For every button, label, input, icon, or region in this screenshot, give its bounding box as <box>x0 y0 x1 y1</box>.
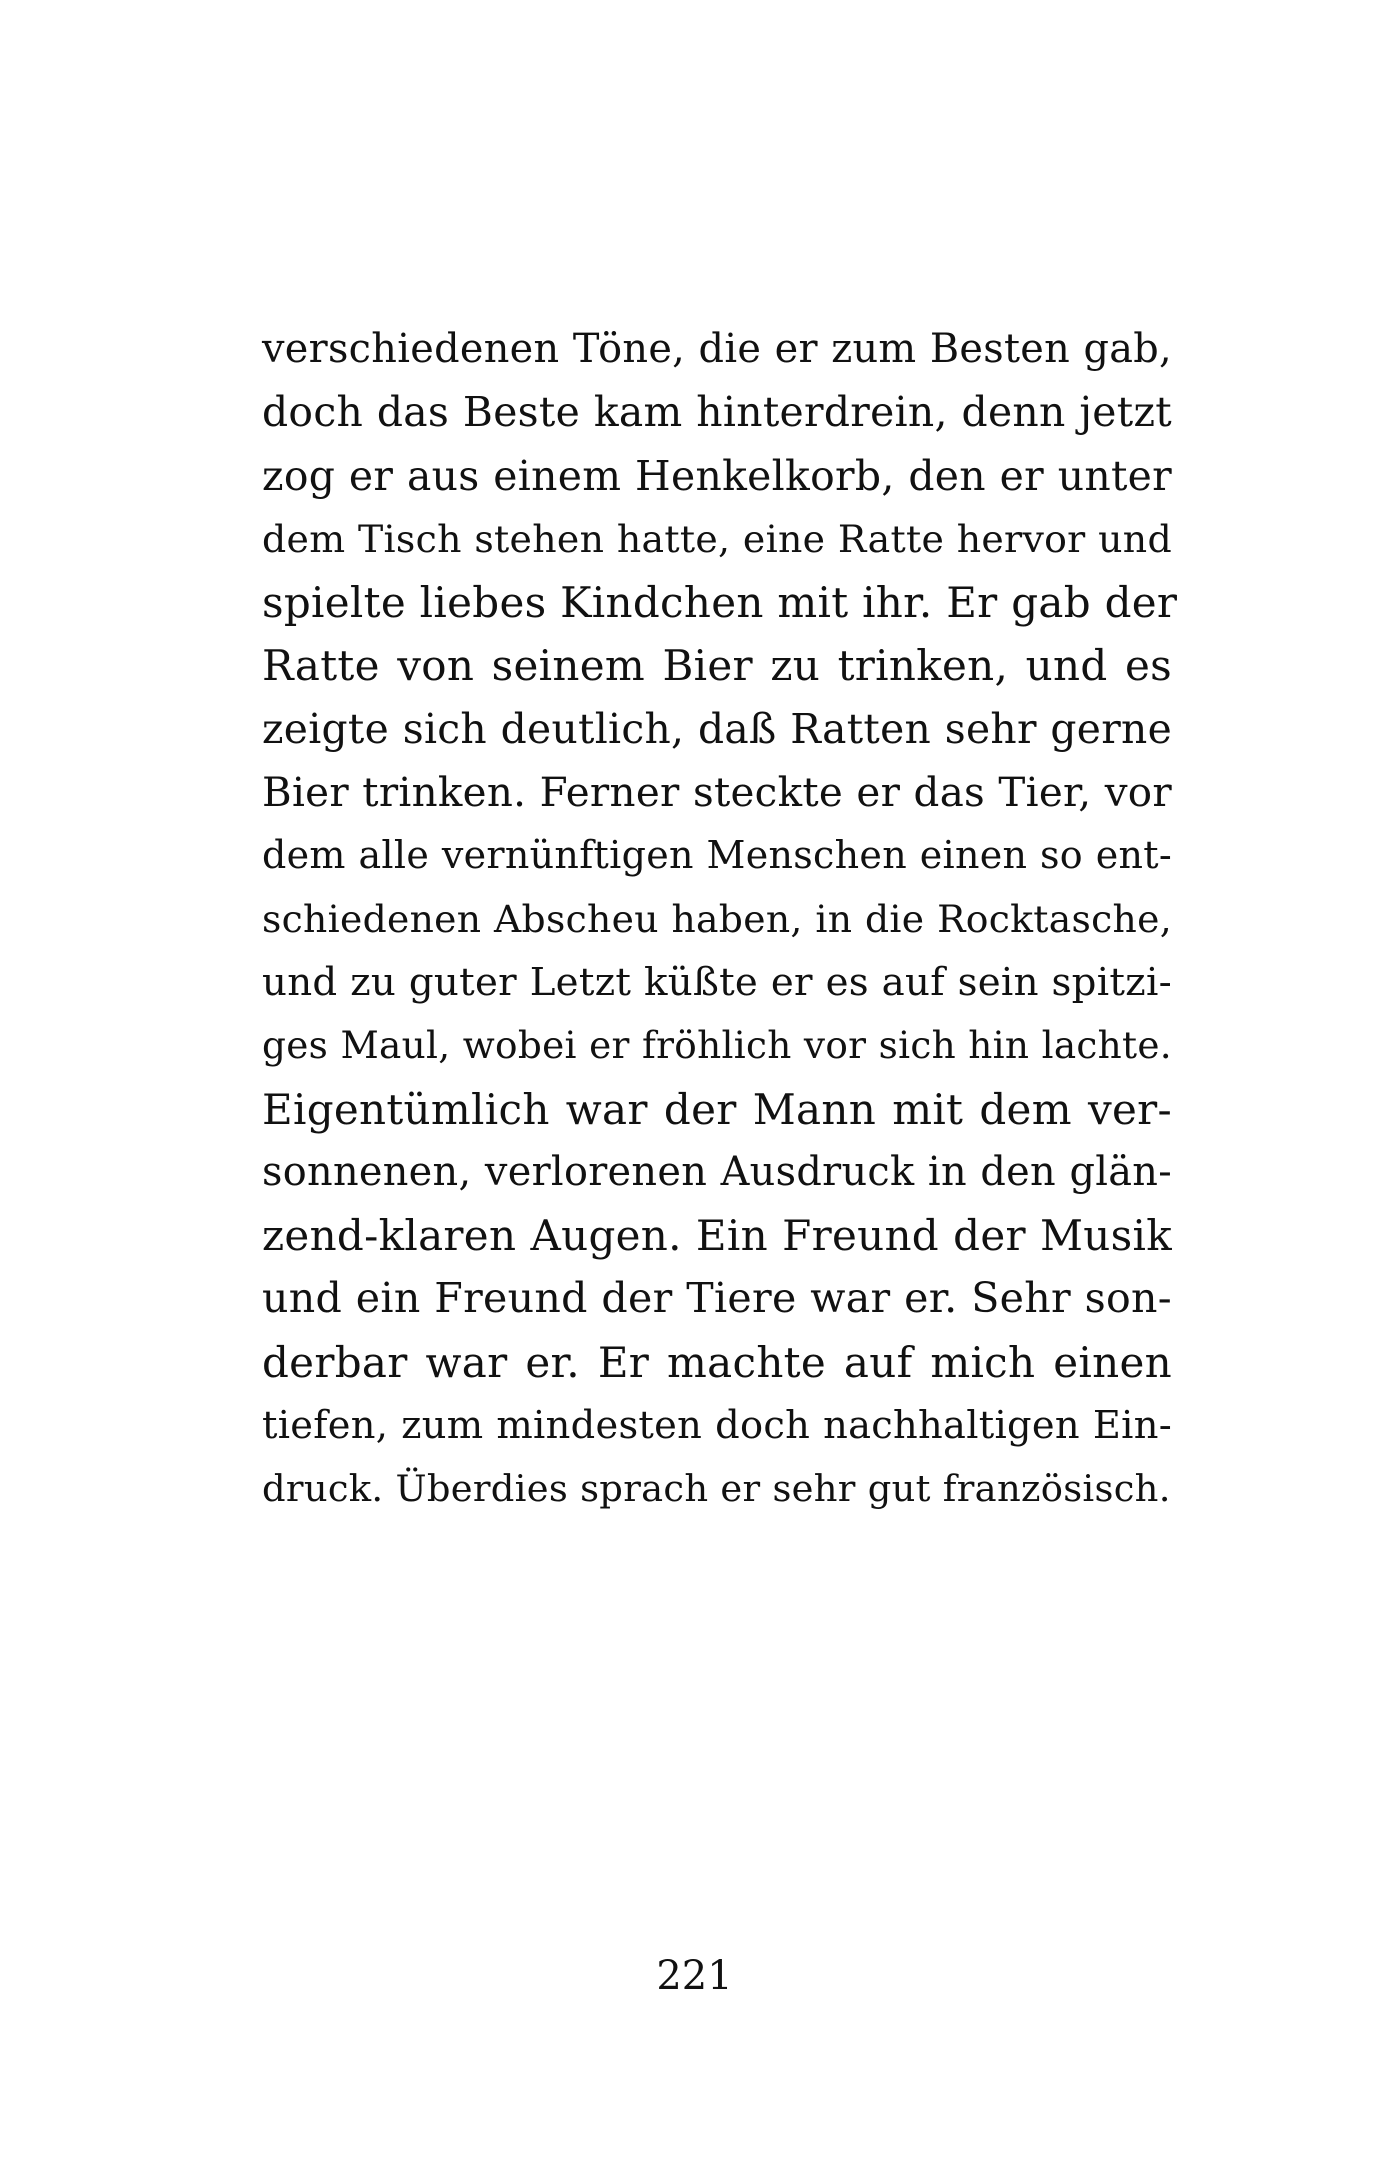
text-line: ges Maul, wobei er fröhlich vor sich hin lachte. <box>262 1023 1172 1068</box>
text-line: druck. Überdies sprach er sehr gut französisch. <box>262 1467 1171 1511</box>
text-line: Ratte von seinem Bier zu trinken, und es <box>262 641 1172 691</box>
text-line: tiefen, zum mindesten doch nachhaltigen Ein- <box>262 1403 1172 1449</box>
text-line: schiedenen Abscheu haben, in die Rocktasche, <box>262 896 1172 941</box>
text-line: zend-klaren Augen. Ein Freund der Musik <box>262 1211 1172 1261</box>
text-line: zeigte sich deutlich, daß Ratten sehr gerne <box>262 704 1172 753</box>
text-line: sonnenen, verlorenen Ausdruck in den glän- <box>262 1148 1172 1195</box>
text-line: Eigentümlich war der Mann mit dem ver- <box>262 1084 1172 1134</box>
text-line: Bier trinken. Ferner steckte er das Tier, vor <box>262 769 1172 817</box>
text-line: doch das Beste kam hinterdrein, denn jetzt <box>262 388 1172 437</box>
text-line: und zu guter Letzt küßte er es auf sein spitzi- <box>262 959 1172 1005</box>
text-line: und ein Freund der Tiere war er. Sehr son- <box>262 1274 1172 1323</box>
page-number: 221 <box>656 1953 733 1999</box>
text-line: derbar war er. Er machte auf mich einen <box>262 1337 1172 1387</box>
text-line: zog er aus einem Henkelkorb, den er unter <box>262 451 1172 500</box>
text-line: verschiedenen Töne, die er zum Besten gab, <box>262 326 1172 372</box>
text-line: dem Tisch stehen hatte, eine Ratte hervor und <box>262 516 1172 561</box>
text-line: spielte liebes Kindchen mit ihr. Er gab der <box>262 578 1178 628</box>
body-text <box>262 318 1178 1521</box>
text-line: dem alle vernünftigen Menschen einen so ent- <box>262 833 1172 878</box>
